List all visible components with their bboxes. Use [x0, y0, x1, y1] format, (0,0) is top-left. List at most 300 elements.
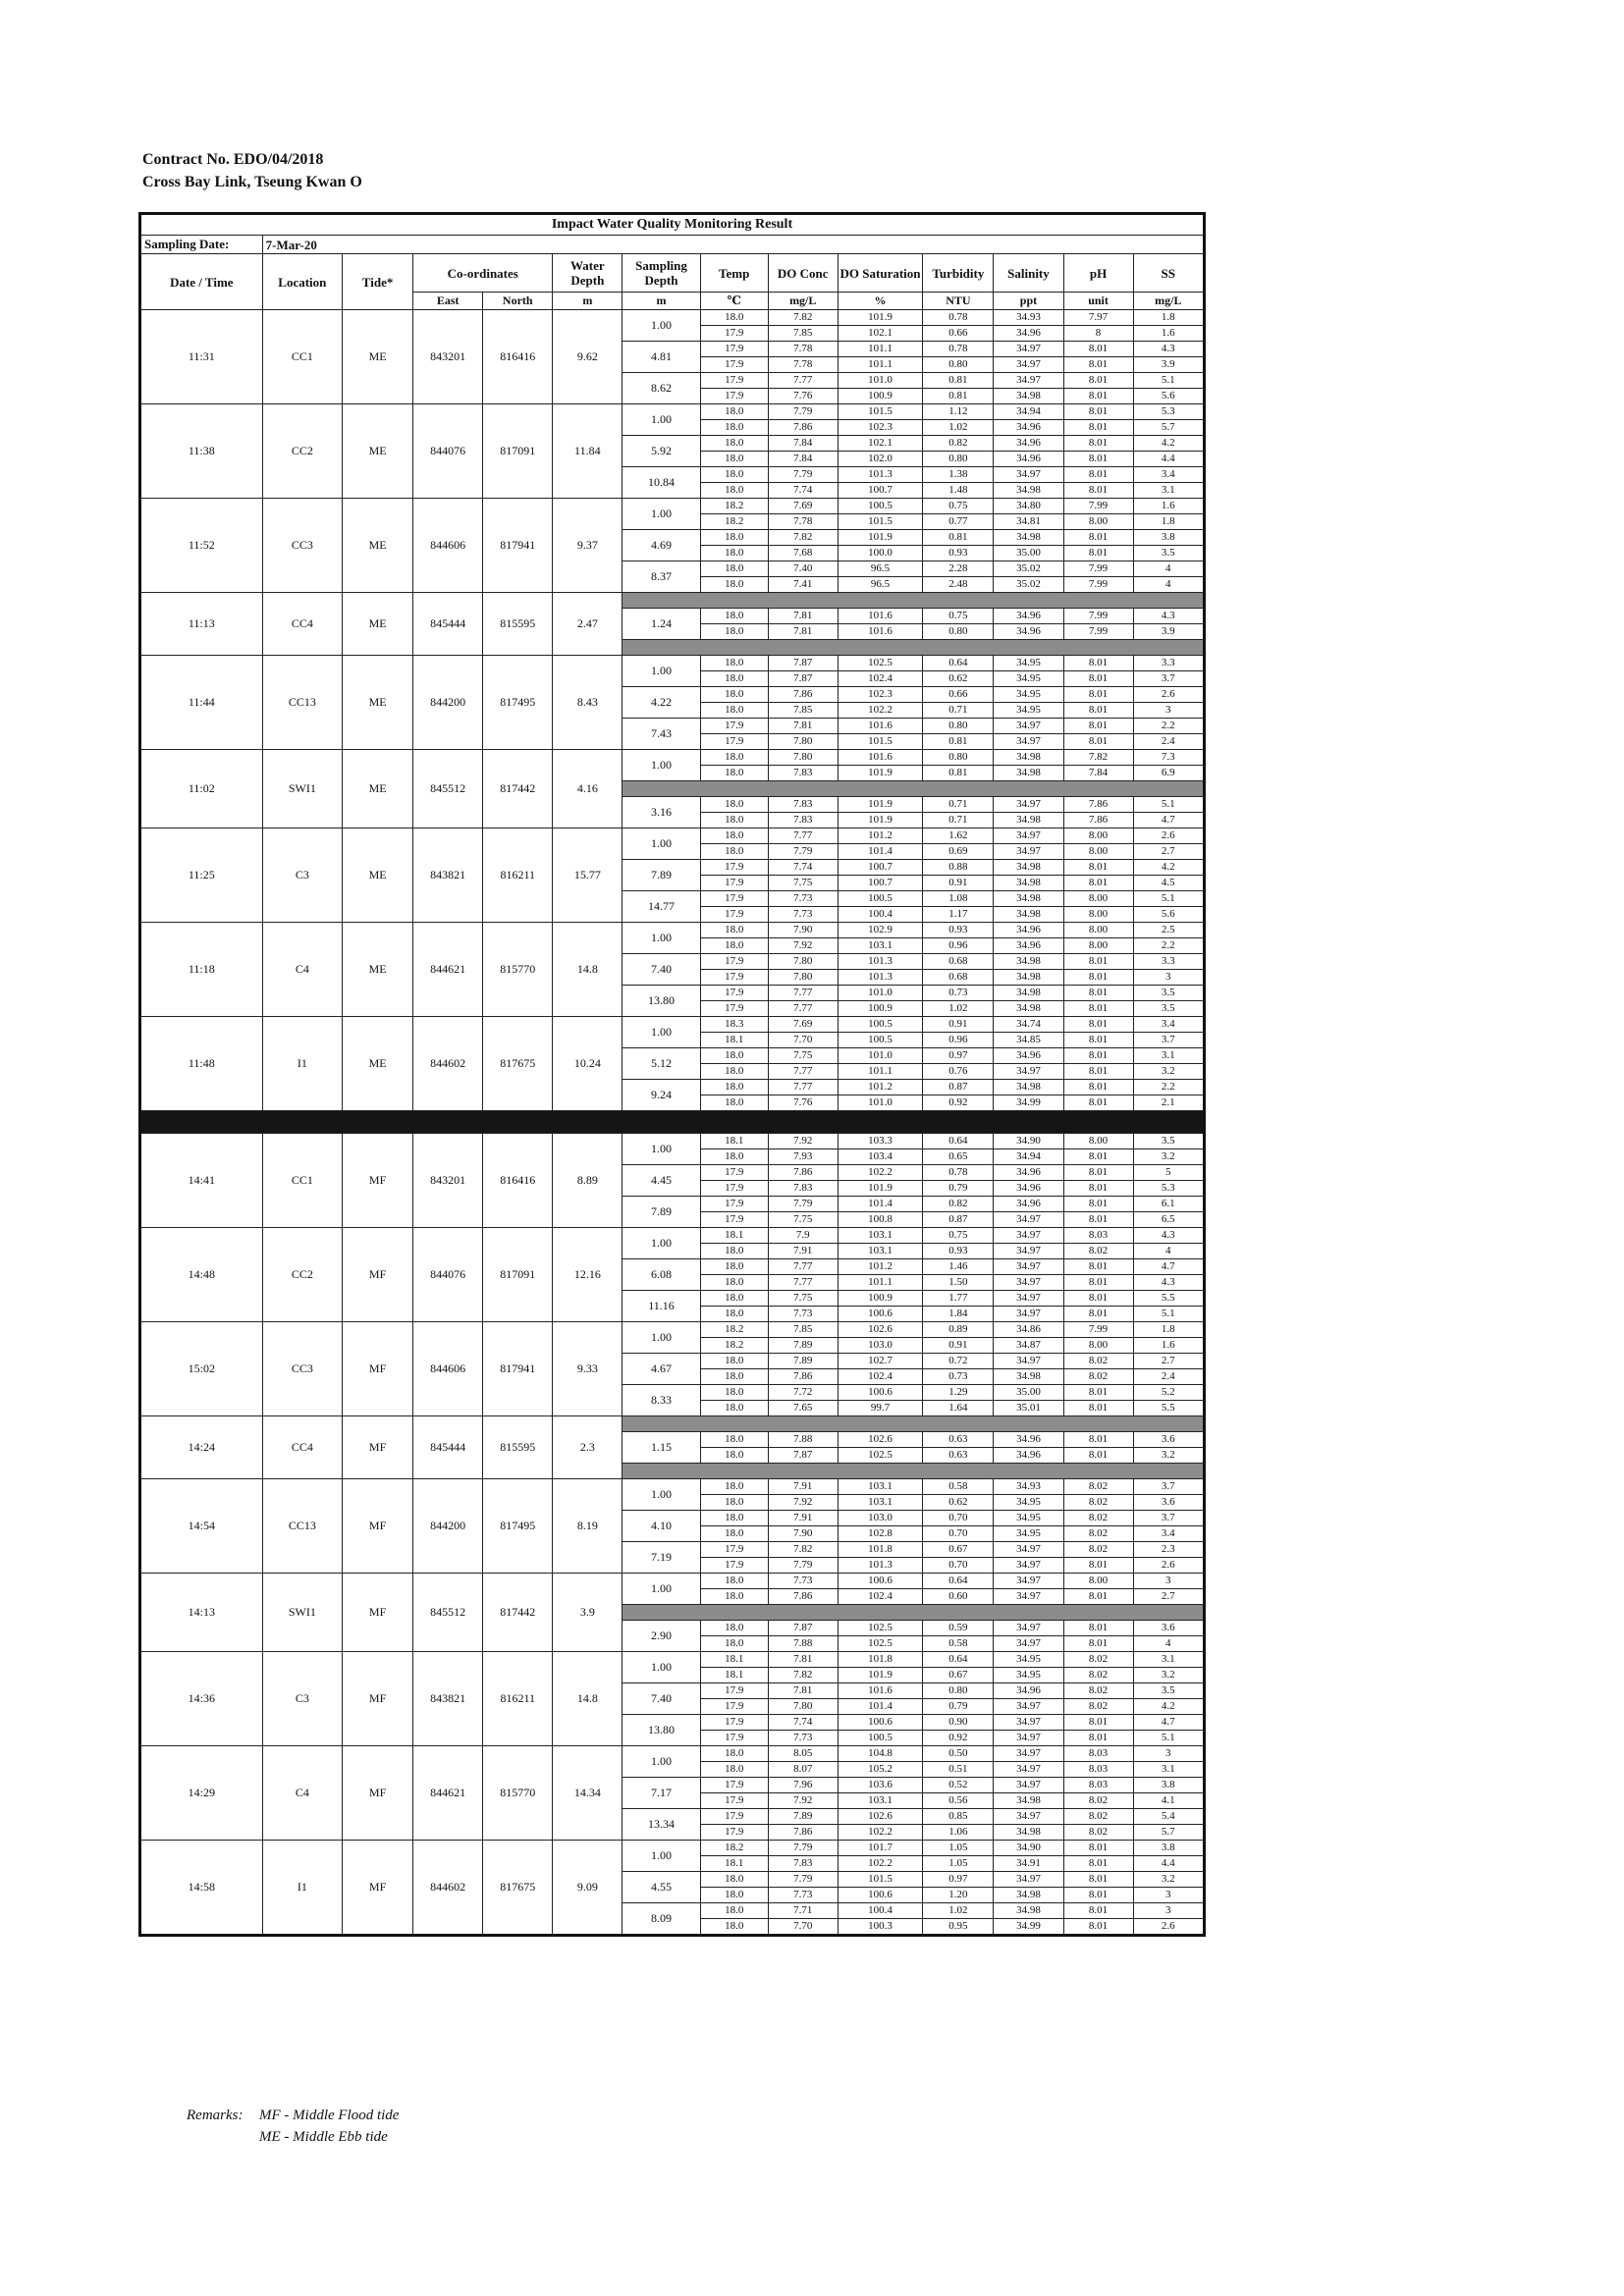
- do-sat-cell: 100.6: [838, 1715, 923, 1731]
- temp-cell: 17.9: [700, 326, 768, 342]
- tide-cell: MF: [343, 1841, 413, 1936]
- salinity-cell: 34.94: [994, 1149, 1063, 1165]
- col-water-depth: Water Depth: [553, 254, 623, 293]
- ph-cell: 8.02: [1063, 1244, 1133, 1259]
- salinity-cell: 34.95: [994, 1652, 1063, 1668]
- do-sat-cell: 101.3: [838, 1558, 923, 1574]
- salinity-cell: 34.97: [994, 373, 1063, 389]
- do-sat-cell: 102.6: [838, 1432, 923, 1448]
- temp-cell: 18.0: [700, 656, 768, 671]
- salinity-cell: 34.97: [994, 1746, 1063, 1762]
- do-conc-cell: 7.86: [768, 1165, 838, 1181]
- turbidity-cell: 1.46: [923, 1259, 994, 1275]
- ph-cell: 8.01: [1063, 687, 1133, 703]
- sampling-depth-cell: 1.00: [623, 1134, 700, 1165]
- ph-cell: 8.02: [1063, 1668, 1133, 1683]
- salinity-cell: 34.98: [994, 1903, 1063, 1919]
- project-name: Cross Bay Link, Tseung Kwan O: [142, 174, 362, 190]
- ph-cell: 8.01: [1063, 1919, 1133, 1936]
- ph-cell: 8.01: [1063, 1589, 1133, 1605]
- ss-cell: 4: [1133, 561, 1204, 577]
- do-sat-cell: 104.8: [838, 1746, 923, 1762]
- do-conc-cell: 7.82: [768, 310, 838, 326]
- turbidity-cell: 0.73: [923, 1369, 994, 1385]
- water-depth-cell: 10.24: [553, 1017, 623, 1111]
- ph-cell: 8.01: [1063, 703, 1133, 719]
- temp-cell: 18.0: [700, 938, 768, 954]
- ss-cell: 3.1: [1133, 1048, 1204, 1064]
- temp-cell: 18.0: [700, 420, 768, 436]
- east-cell: 844200: [413, 1479, 483, 1574]
- do-conc-cell: 8.05: [768, 1746, 838, 1762]
- tide-cell: ME: [343, 310, 413, 404]
- do-sat-cell: 100.9: [838, 1291, 923, 1307]
- salinity-cell: 34.98: [994, 907, 1063, 923]
- do-sat-cell: 101.2: [838, 1259, 923, 1275]
- temp-cell: 18.0: [700, 1872, 768, 1888]
- north-cell: 817675: [483, 1841, 553, 1936]
- do-conc-cell: 7.77: [768, 1259, 838, 1275]
- do-conc-cell: 7.68: [768, 546, 838, 561]
- temp-cell: 18.0: [700, 671, 768, 687]
- tide-cell: MF: [343, 1134, 413, 1228]
- ss-cell: 3.2: [1133, 1064, 1204, 1080]
- north-cell: 815595: [483, 1416, 553, 1479]
- do-sat-cell: 100.6: [838, 1574, 923, 1589]
- temp-cell: 17.9: [700, 986, 768, 1001]
- do-conc-cell: 7.81: [768, 609, 838, 624]
- do-sat-cell: 100.6: [838, 1888, 923, 1903]
- do-conc-cell: 7.85: [768, 703, 838, 719]
- temp-cell: 17.9: [700, 1809, 768, 1825]
- water-depth-cell: 4.16: [553, 750, 623, 828]
- salinity-cell: 34.97: [994, 1731, 1063, 1746]
- ph-cell: 8.01: [1063, 1259, 1133, 1275]
- salinity-cell: 34.81: [994, 514, 1063, 530]
- ss-cell: 3: [1133, 703, 1204, 719]
- temp-cell: 18.0: [700, 1369, 768, 1385]
- sampling-depth-cell: 1.00: [623, 1228, 700, 1259]
- salinity-cell: 34.98: [994, 530, 1063, 546]
- ph-cell: 8.01: [1063, 860, 1133, 876]
- do-conc-cell: 7.74: [768, 483, 838, 499]
- turbidity-cell: 0.93: [923, 923, 994, 938]
- temp-cell: 18.0: [700, 1275, 768, 1291]
- col-tide: Tide*: [343, 254, 413, 310]
- do-sat-cell: 102.4: [838, 1369, 923, 1385]
- salinity-cell: 34.74: [994, 1017, 1063, 1033]
- temp-cell: 18.0: [700, 797, 768, 813]
- salinity-cell: 34.98: [994, 1888, 1063, 1903]
- north-cell: 817442: [483, 750, 553, 828]
- ph-cell: 8.01: [1063, 1017, 1133, 1033]
- ss-cell: 3: [1133, 1574, 1204, 1589]
- time-cell: 14:13: [140, 1574, 263, 1652]
- do-sat-cell: 101.1: [838, 1275, 923, 1291]
- do-sat-cell: 100.5: [838, 891, 923, 907]
- turbidity-cell: 0.64: [923, 1574, 994, 1589]
- sampling-depth-cell: 7.40: [623, 954, 700, 986]
- no-sample-bar: [623, 640, 1205, 656]
- turbidity-cell: 0.78: [923, 310, 994, 326]
- turbidity-cell: 0.75: [923, 499, 994, 514]
- ss-cell: 3.7: [1133, 1033, 1204, 1048]
- turbidity-cell: 0.66: [923, 326, 994, 342]
- turbidity-cell: 1.08: [923, 891, 994, 907]
- turbidity-cell: 0.68: [923, 970, 994, 986]
- time-cell: 11:13: [140, 593, 263, 656]
- water-depth-cell: 2.3: [553, 1416, 623, 1479]
- temp-cell: 17.9: [700, 1778, 768, 1793]
- turbidity-cell: 0.81: [923, 766, 994, 781]
- salinity-cell: 34.97: [994, 342, 1063, 357]
- ss-cell: 7.3: [1133, 750, 1204, 766]
- temp-cell: 17.9: [700, 907, 768, 923]
- do-conc-cell: 7.90: [768, 1526, 838, 1542]
- temp-cell: 18.0: [700, 1149, 768, 1165]
- temp-cell: 18.3: [700, 1017, 768, 1033]
- do-sat-cell: 100.9: [838, 1001, 923, 1017]
- location-cell: C3: [262, 1652, 342, 1746]
- turbidity-cell: 0.81: [923, 734, 994, 750]
- turbidity-cell: 0.93: [923, 1244, 994, 1259]
- temp-cell: 17.9: [700, 1001, 768, 1017]
- ph-cell: 8.01: [1063, 1872, 1133, 1888]
- temp-cell: 18.0: [700, 1636, 768, 1652]
- water-depth-cell: 9.09: [553, 1841, 623, 1936]
- ph-cell: 7.86: [1063, 813, 1133, 828]
- no-sample-bar: [623, 1464, 1205, 1479]
- salinity-cell: 35.00: [994, 1385, 1063, 1401]
- turbidity-cell: 1.06: [923, 1825, 994, 1841]
- salinity-cell: 34.98: [994, 986, 1063, 1001]
- salinity-cell: 34.98: [994, 891, 1063, 907]
- do-conc-cell: 7.80: [768, 970, 838, 986]
- turbidity-cell: 0.81: [923, 530, 994, 546]
- salinity-cell: 34.96: [994, 1165, 1063, 1181]
- ph-cell: 8.01: [1063, 1048, 1133, 1064]
- sampling-date-value: 7-Mar-20: [262, 236, 342, 254]
- salinity-cell: 34.97: [994, 1291, 1063, 1307]
- turbidity-cell: 0.69: [923, 844, 994, 860]
- salinity-cell: 34.97: [994, 1589, 1063, 1605]
- sampling-depth-cell: 1.00: [623, 310, 700, 342]
- location-cell: CC1: [262, 310, 342, 404]
- do-sat-cell: 100.7: [838, 483, 923, 499]
- ph-cell: 8.01: [1063, 389, 1133, 404]
- location-cell: C3: [262, 828, 342, 923]
- salinity-cell: 34.98: [994, 970, 1063, 986]
- turbidity-cell: 0.80: [923, 750, 994, 766]
- ph-cell: 7.97: [1063, 310, 1133, 326]
- ss-cell: 1.8: [1133, 1322, 1204, 1338]
- do-conc-cell: 7.85: [768, 326, 838, 342]
- do-sat-cell: 103.1: [838, 1495, 923, 1511]
- east-cell: 844606: [413, 499, 483, 593]
- ss-cell: 2.7: [1133, 844, 1204, 860]
- table-row: [140, 499, 1205, 514]
- turbidity-cell: 1.05: [923, 1841, 994, 1856]
- ss-cell: 3: [1133, 1903, 1204, 1919]
- east-cell: 845444: [413, 1416, 483, 1479]
- salinity-cell: 34.96: [994, 1181, 1063, 1197]
- do-conc-cell: 7.82: [768, 1542, 838, 1558]
- temp-cell: 18.0: [700, 1919, 768, 1936]
- ph-cell: 8.00: [1063, 828, 1133, 844]
- do-sat-cell: 103.0: [838, 1511, 923, 1526]
- turbidity-cell: 0.70: [923, 1558, 994, 1574]
- time-cell: 14:36: [140, 1652, 263, 1746]
- do-sat-cell: 103.1: [838, 1244, 923, 1259]
- do-sat-cell: 103.3: [838, 1134, 923, 1149]
- ss-cell: 3.5: [1133, 1134, 1204, 1149]
- turbidity-cell: 0.80: [923, 719, 994, 734]
- temp-cell: 18.0: [700, 624, 768, 640]
- ss-cell: 5.3: [1133, 404, 1204, 420]
- do-sat-cell: 96.5: [838, 561, 923, 577]
- salinity-cell: 34.98: [994, 766, 1063, 781]
- ph-cell: 7.99: [1063, 624, 1133, 640]
- temp-cell: 17.9: [700, 954, 768, 970]
- do-conc-cell: 7.81: [768, 1683, 838, 1699]
- turbidity-cell: 1.64: [923, 1401, 994, 1416]
- ph-cell: 8.01: [1063, 483, 1133, 499]
- water-depth-cell: 2.47: [553, 593, 623, 656]
- do-conc-cell: 7.93: [768, 1149, 838, 1165]
- ph-cell: 8.01: [1063, 1095, 1133, 1111]
- do-sat-cell: 102.5: [838, 656, 923, 671]
- ss-cell: 2.6: [1133, 828, 1204, 844]
- turbidity-cell: 0.97: [923, 1872, 994, 1888]
- do-sat-cell: 102.4: [838, 1589, 923, 1605]
- ss-cell: 2.2: [1133, 719, 1204, 734]
- turbidity-cell: 0.75: [923, 1228, 994, 1244]
- salinity-cell: 34.98: [994, 813, 1063, 828]
- do-conc-cell: 7.83: [768, 797, 838, 813]
- location-cell: I1: [262, 1841, 342, 1936]
- turbidity-cell: 0.82: [923, 1197, 994, 1212]
- ph-cell: 8.00: [1063, 938, 1133, 954]
- north-cell: 816211: [483, 1652, 553, 1746]
- salinity-cell: 34.97: [994, 828, 1063, 844]
- ph-cell: 8.01: [1063, 1636, 1133, 1652]
- do-conc-cell: 7.87: [768, 1448, 838, 1464]
- sampling-depth-cell: 8.33: [623, 1385, 700, 1416]
- temp-cell: 18.0: [700, 1048, 768, 1064]
- ss-cell: 2.4: [1133, 734, 1204, 750]
- water-depth-cell: 12.16: [553, 1228, 623, 1322]
- ph-cell: 8.01: [1063, 1033, 1133, 1048]
- ph-cell: 8.02: [1063, 1495, 1133, 1511]
- water-depth-cell: 11.84: [553, 404, 623, 499]
- salinity-cell: 34.97: [994, 1064, 1063, 1080]
- salinity-cell: 34.96: [994, 1683, 1063, 1699]
- ph-cell: 8.02: [1063, 1479, 1133, 1495]
- temp-cell: 18.0: [700, 546, 768, 561]
- ss-cell: 3.9: [1133, 624, 1204, 640]
- salinity-cell: 34.96: [994, 420, 1063, 436]
- ss-cell: 3.1: [1133, 1652, 1204, 1668]
- temp-cell: 18.0: [700, 1589, 768, 1605]
- tide-cell: ME: [343, 593, 413, 656]
- ss-cell: 2.5: [1133, 923, 1204, 938]
- ph-cell: 8.01: [1063, 671, 1133, 687]
- ss-cell: 1.6: [1133, 499, 1204, 514]
- table-row: [140, 828, 1205, 844]
- salinity-cell: 34.96: [994, 938, 1063, 954]
- sampling-depth-cell: 1.00: [623, 1017, 700, 1048]
- sampling-depth-cell: 14.77: [623, 891, 700, 923]
- ph-cell: 8.02: [1063, 1825, 1133, 1841]
- north-cell: 817091: [483, 1228, 553, 1322]
- do-sat-cell: 102.3: [838, 687, 923, 703]
- do-sat-cell: 103.6: [838, 1778, 923, 1793]
- do-conc-cell: 7.86: [768, 420, 838, 436]
- ss-cell: 2.2: [1133, 938, 1204, 954]
- turbidity-cell: 1.38: [923, 467, 994, 483]
- salinity-cell: 34.90: [994, 1841, 1063, 1856]
- turbidity-cell: 0.60: [923, 1589, 994, 1605]
- salinity-cell: 34.96: [994, 1048, 1063, 1064]
- sampling-depth-cell: 2.90: [623, 1621, 700, 1652]
- sampling-depth-cell: 1.00: [623, 1574, 700, 1605]
- turbidity-cell: 0.76: [923, 1064, 994, 1080]
- do-conc-cell: 7.80: [768, 734, 838, 750]
- do-conc-cell: 7.88: [768, 1432, 838, 1448]
- time-cell: 11:44: [140, 656, 263, 750]
- turbidity-cell: 1.77: [923, 1291, 994, 1307]
- salinity-cell: 34.97: [994, 1244, 1063, 1259]
- temp-cell: 17.9: [700, 1558, 768, 1574]
- ph-cell: 8.02: [1063, 1526, 1133, 1542]
- ss-cell: 3.5: [1133, 1683, 1204, 1699]
- temp-cell: 17.9: [700, 719, 768, 734]
- ss-cell: 3.2: [1133, 1149, 1204, 1165]
- ph-cell: 8.01: [1063, 1307, 1133, 1322]
- ph-cell: 8.01: [1063, 1448, 1133, 1464]
- ss-cell: 5.5: [1133, 1291, 1204, 1307]
- turbidity-cell: 0.64: [923, 1652, 994, 1668]
- do-conc-cell: 7.92: [768, 1495, 838, 1511]
- do-sat-cell: 102.1: [838, 436, 923, 452]
- unit-salinity: ppt: [994, 293, 1063, 310]
- time-cell: 11:18: [140, 923, 263, 1017]
- ss-cell: 3.5: [1133, 986, 1204, 1001]
- turbidity-cell: 1.02: [923, 1001, 994, 1017]
- ss-cell: 5.1: [1133, 1307, 1204, 1322]
- do-conc-cell: 7.79: [768, 1558, 838, 1574]
- do-sat-cell: 101.2: [838, 828, 923, 844]
- salinity-cell: 34.99: [994, 1095, 1063, 1111]
- ss-cell: 5.6: [1133, 389, 1204, 404]
- turbidity-cell: 0.91: [923, 876, 994, 891]
- do-sat-cell: 102.2: [838, 1165, 923, 1181]
- turbidity-cell: 0.96: [923, 1033, 994, 1048]
- ph-cell: 8.00: [1063, 907, 1133, 923]
- ss-cell: 2.3: [1133, 1542, 1204, 1558]
- turbidity-cell: 0.63: [923, 1448, 994, 1464]
- do-conc-cell: 7.83: [768, 1181, 838, 1197]
- sampling-depth-cell: 7.89: [623, 860, 700, 891]
- unit-north: North: [483, 293, 553, 310]
- do-conc-cell: 7.76: [768, 1095, 838, 1111]
- time-cell: 14:54: [140, 1479, 263, 1574]
- ph-cell: 8.01: [1063, 1401, 1133, 1416]
- temp-cell: 18.0: [700, 1064, 768, 1080]
- turbidity-cell: 0.80: [923, 1683, 994, 1699]
- temp-cell: 18.0: [700, 483, 768, 499]
- do-sat-cell: 105.2: [838, 1762, 923, 1778]
- turbidity-cell: 0.58: [923, 1636, 994, 1652]
- col-ss: SS: [1133, 254, 1204, 293]
- temp-cell: 18.0: [700, 1080, 768, 1095]
- water-quality-table: [138, 212, 1206, 1937]
- salinity-cell: 34.91: [994, 1856, 1063, 1872]
- turbidity-cell: 0.88: [923, 860, 994, 876]
- sampling-depth-cell: 1.00: [623, 828, 700, 860]
- salinity-cell: 34.98: [994, 1369, 1063, 1385]
- turbidity-cell: 2.48: [923, 577, 994, 593]
- ph-cell: 8.01: [1063, 1291, 1133, 1307]
- ss-cell: 3.3: [1133, 954, 1204, 970]
- ph-cell: 8.02: [1063, 1542, 1133, 1558]
- ss-cell: 3: [1133, 1888, 1204, 1903]
- ss-cell: 3.4: [1133, 467, 1204, 483]
- ss-cell: 4.7: [1133, 813, 1204, 828]
- remarks-label: Remarks:: [187, 2108, 244, 2123]
- do-sat-cell: 101.2: [838, 1080, 923, 1095]
- sampling-depth-cell: 1.00: [623, 1652, 700, 1683]
- salinity-cell: 34.98: [994, 1825, 1063, 1841]
- salinity-cell: 34.95: [994, 1526, 1063, 1542]
- table-row: [140, 750, 1205, 766]
- temp-cell: 17.9: [700, 891, 768, 907]
- do-conc-cell: 7.79: [768, 1872, 838, 1888]
- temp-cell: 17.9: [700, 1542, 768, 1558]
- do-conc-cell: 7.79: [768, 844, 838, 860]
- ph-cell: 8.03: [1063, 1746, 1133, 1762]
- do-conc-cell: 7.92: [768, 938, 838, 954]
- ss-cell: 2.6: [1133, 1919, 1204, 1936]
- sampling-depth-cell: 7.43: [623, 719, 700, 750]
- do-conc-cell: 7.89: [768, 1809, 838, 1825]
- table-row: [140, 593, 1205, 609]
- temp-cell: 18.0: [700, 436, 768, 452]
- turbidity-cell: 0.90: [923, 1715, 994, 1731]
- do-conc-cell: 7.71: [768, 1903, 838, 1919]
- no-sample-bar: [623, 1416, 1205, 1432]
- temp-cell: 18.0: [700, 452, 768, 467]
- do-conc-cell: 7.79: [768, 404, 838, 420]
- salinity-cell: 34.96: [994, 326, 1063, 342]
- do-conc-cell: 7.84: [768, 452, 838, 467]
- salinity-cell: 34.95: [994, 656, 1063, 671]
- ph-cell: 8.01: [1063, 986, 1133, 1001]
- temp-cell: 18.0: [700, 766, 768, 781]
- salinity-cell: 34.97: [994, 1621, 1063, 1636]
- do-conc-cell: 7.69: [768, 499, 838, 514]
- tide-cell: ME: [343, 1017, 413, 1111]
- temp-cell: 18.0: [700, 1307, 768, 1322]
- location-cell: I1: [262, 1017, 342, 1111]
- do-sat-cell: 101.8: [838, 1652, 923, 1668]
- salinity-cell: 34.97: [994, 1212, 1063, 1228]
- col-coordinates: Co-ordinates: [413, 254, 553, 293]
- table-row: [140, 1746, 1205, 1762]
- tide-separator: [140, 1111, 1205, 1134]
- temp-cell: 18.1: [700, 1033, 768, 1048]
- turbidity-cell: 1.02: [923, 420, 994, 436]
